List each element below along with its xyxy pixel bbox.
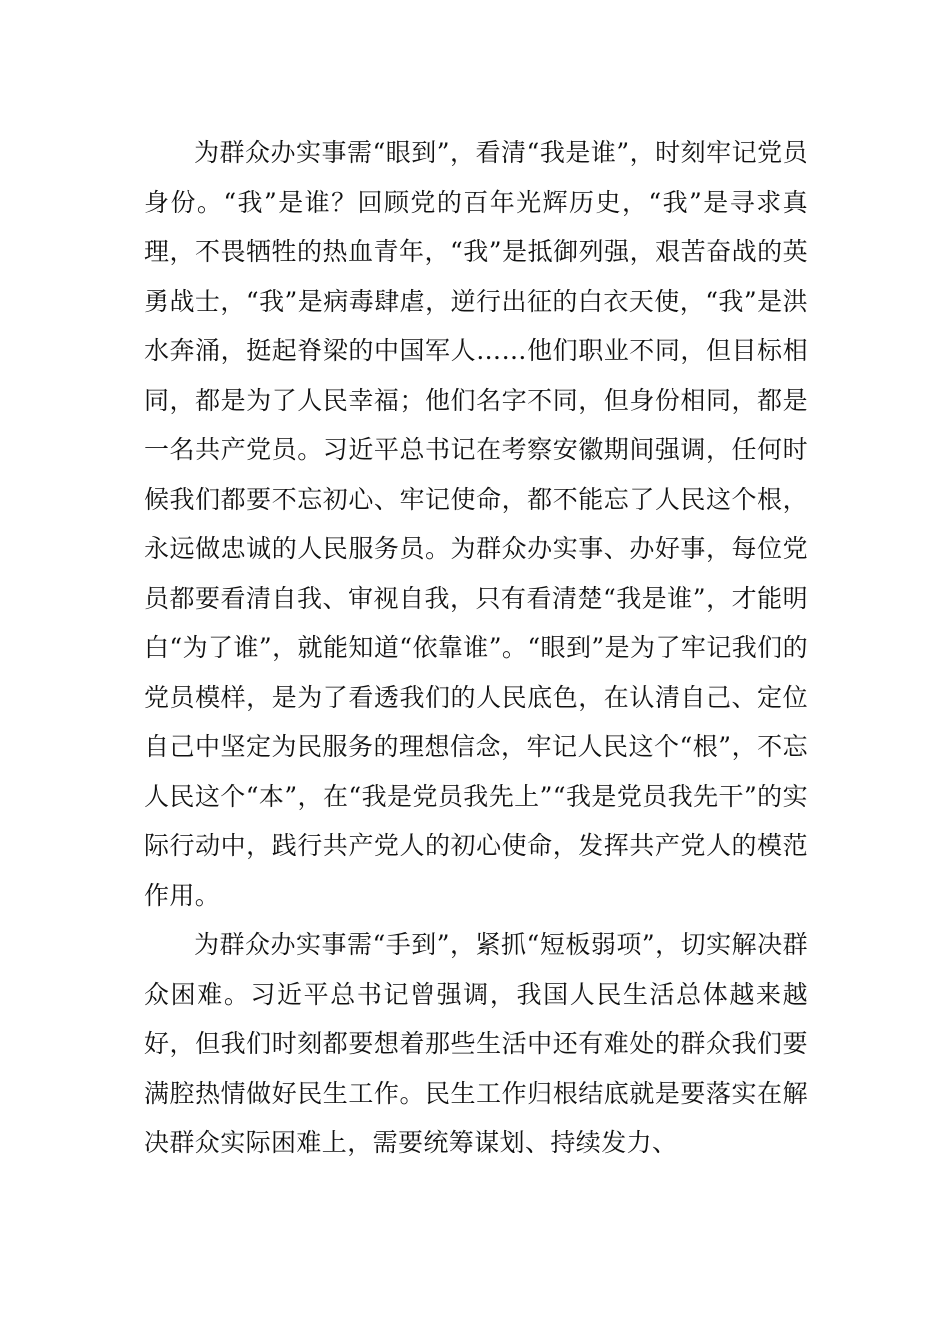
paragraph-eyes: 为群众办实事需“眼到”，看清“我是谁”，时刻牢记党员身份。“我”是谁？回顾党的百年光辉历史，“我”是寻求真理，不畏牺牲的热血青年，“我”是抵御列强，艰苦奋战的英勇战士，“我”是病毒肆虐，逆行出征的白衣天使，“我”是洪水奔涌，挺起脊梁的中国军人……他们职业不同，但目标相同，都是为了人民幸福；他们名字不同，但身份相同，都是一名共产党员。习近平总书记在考察安徽期间强调，任何时候我们都要不忘初心、牢记使命，都不能忘了人民这个根，永远做忠诚的人民服务员。为群众办实事、办好事，每位党员都要看清自我、审视自我，只有看清楚“我是谁”，才能明白“为了谁”，就能知道“依靠谁”。“眼到”是为了牢记我们的党员模样，是为了看透我们的人民底色，在认清自己、定位自己中坚定为民服务的理想信念，牢记人民这个“根”，不忘人民这个“本”，在“我是党员我先上”“我是党员我先干”的实际行动中，践行共产党人的初心使命，发挥共产党人的模范作用。 bbox=[144, 138, 808, 910]
document-page bbox=[144, 128, 808, 1168]
paragraph-hands: 为群众办实事需“手到”，紧抓“短板弱项”，切实解决群众困难。习近平总书记曾强调，我国人民生活总体越来越好，但我们时刻都要想着那些生活中还有难处的群众我们要满腔热情做好民生工作。民生工作归根结底就是要落实在解决群众实际困难上，需要统筹谋划、持续发力、 bbox=[144, 930, 808, 1157]
